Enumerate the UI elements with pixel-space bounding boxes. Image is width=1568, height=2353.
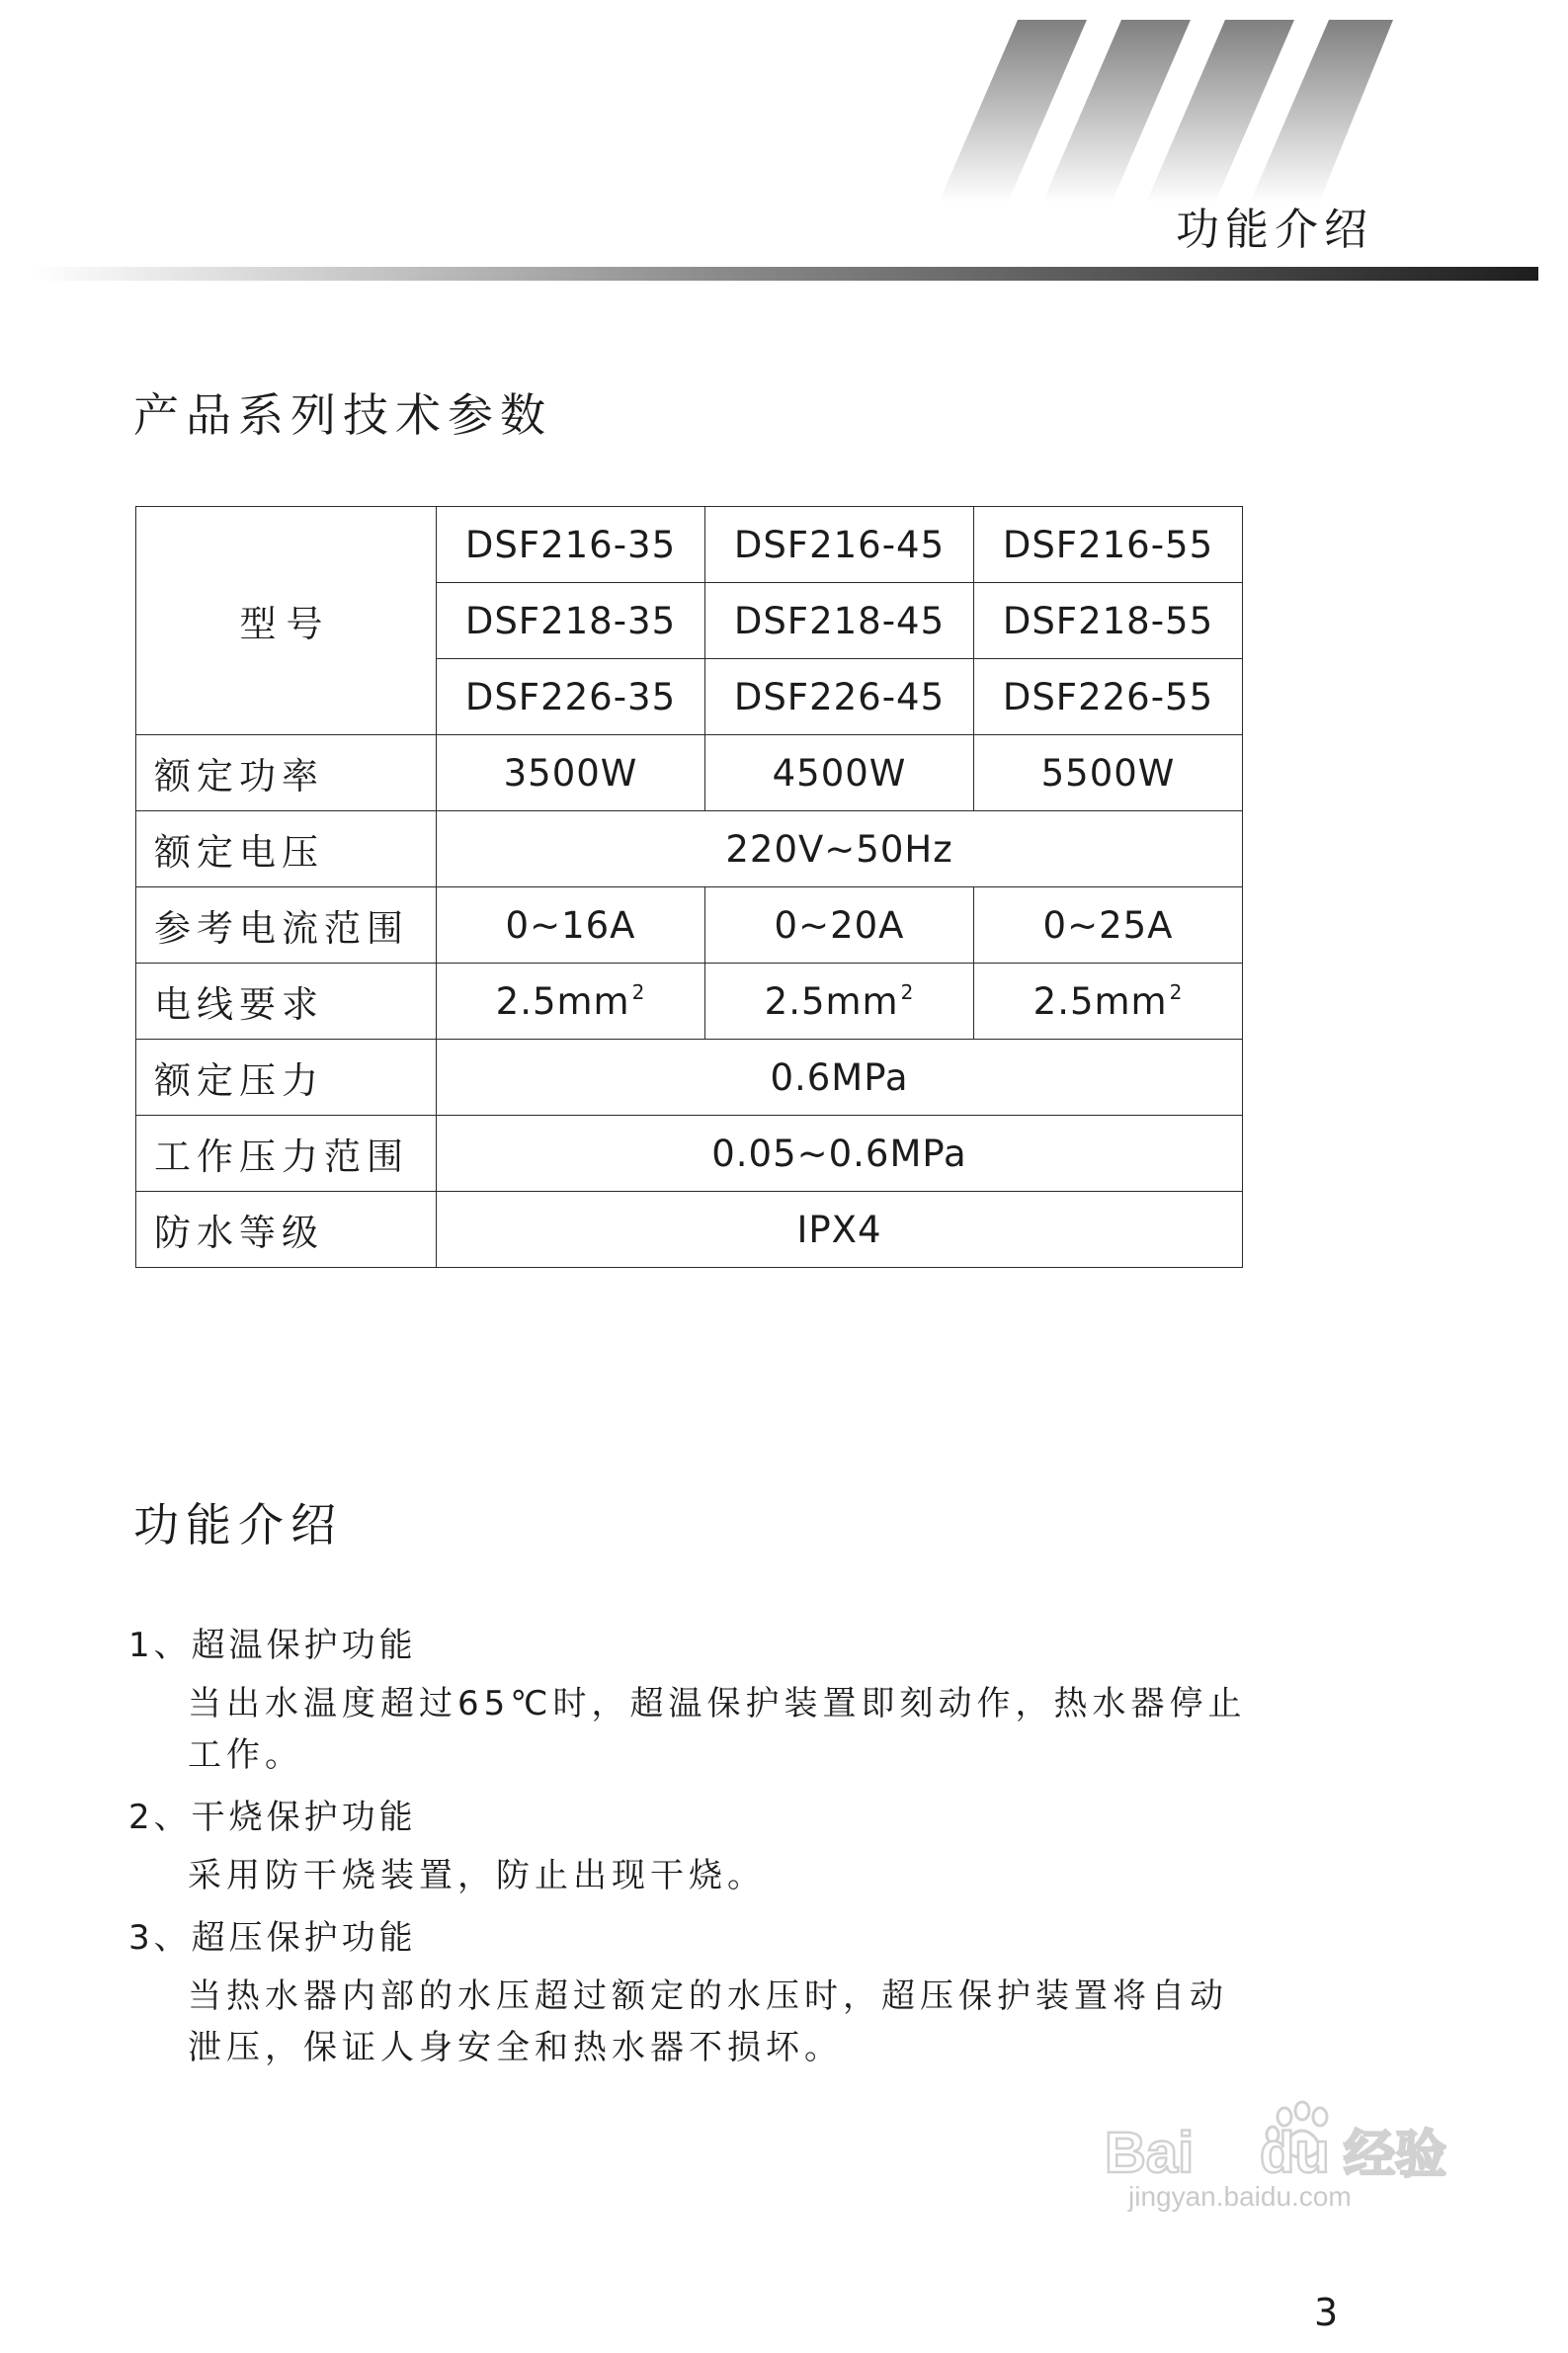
feature-title: 3、超压保护功能 [128, 1918, 417, 1958]
waterproof-value: IPX4 [437, 1192, 1243, 1268]
function-section-title: 功能介绍 [133, 1498, 343, 1552]
rated-power-value: 5500W [974, 735, 1243, 811]
baidu-jingyan-watermark [1097, 2095, 1492, 2214]
model-cell: DSF216-35 [437, 507, 705, 583]
wire-requirement-label: 电线要求 [136, 964, 437, 1040]
spec-section-title: 产品系列技术参数 [133, 388, 552, 442]
feature-description: 当热水器内部的水压超过额定的水压时，超压保护装置将自动泄压，保证人身安全和热水器不损坏。 [188, 1976, 1228, 2067]
rated-pressure-label: 额定压力 [136, 1040, 437, 1116]
model-cell: DSF226-45 [705, 659, 974, 735]
model-cell: DSF226-35 [437, 659, 705, 735]
wire-size: 2.5mm [764, 979, 899, 1023]
wire-requirement-value [705, 964, 974, 1040]
model-cell: DSF218-55 [974, 583, 1243, 659]
unit-superscript: 2 [900, 979, 915, 1004]
table-row-working-pressure [136, 1116, 1243, 1192]
model-cell: DSF226-55 [974, 659, 1243, 735]
feature-title: 1、超温保护功能 [128, 1626, 417, 1665]
wire-size: 2.5mm [495, 979, 630, 1023]
table-row-model-1 [136, 507, 1243, 583]
current-range-label: 参考电流范围 [136, 887, 437, 964]
current-range-value: 0~20A [705, 887, 974, 964]
wire-requirement-value [437, 964, 705, 1040]
model-cell: DSF218-35 [437, 583, 705, 659]
table-row-current-range [136, 887, 1243, 964]
feature-title: 2、干烧保护功能 [128, 1798, 417, 1837]
watermark-product: 经验 [1344, 2126, 1447, 2185]
table-row-wire-requirement [136, 964, 1243, 1040]
header-rule [30, 267, 1538, 281]
wire-requirement-value [974, 964, 1243, 1040]
current-range-value: 0~16A [437, 887, 705, 964]
unit-superscript: 2 [631, 979, 646, 1004]
watermark-brand: Bai [1105, 2121, 1195, 2185]
spec-table [135, 506, 1243, 1268]
working-pressure-value: 0.05~0.6MPa [437, 1116, 1243, 1192]
feature-description: 当出水温度超过65℃时，超温保护装置即刻动作，热水器停止工作。 [188, 1684, 1247, 1775]
feature-list [128, 1621, 1245, 2073]
unit-superscript: 2 [1169, 979, 1184, 1004]
model-cell: DSF216-45 [705, 507, 974, 583]
watermark-url: jingyan.baidu.com [1128, 2181, 1352, 2212]
table-row-rated-pressure [136, 1040, 1243, 1116]
table-row-rated-voltage [136, 811, 1243, 887]
header-stripes [939, 20, 1393, 203]
table-row-rated-power [136, 735, 1243, 811]
current-range-value: 0~25A [974, 887, 1243, 964]
rated-power-label: 额定功率 [136, 735, 437, 811]
model-cell: DSF218-45 [705, 583, 974, 659]
model-label: 型号 [136, 507, 437, 735]
page-number: 3 [1314, 2291, 1339, 2334]
watermark-brand-tail: du [1260, 2121, 1330, 2185]
rated-pressure-value: 0.6MPa [437, 1040, 1243, 1116]
rated-voltage-value: 220V~50Hz [437, 811, 1243, 887]
rated-power-value: 3500W [437, 735, 705, 811]
header-title: 功能介绍 [1176, 205, 1373, 255]
waterproof-label: 防水等级 [136, 1192, 437, 1268]
wire-size: 2.5mm [1032, 979, 1168, 1023]
rated-voltage-label: 额定电压 [136, 811, 437, 887]
model-cell: DSF216-55 [974, 507, 1243, 583]
rated-power-value: 4500W [705, 735, 974, 811]
working-pressure-label: 工作压力范围 [136, 1116, 437, 1192]
table-row-waterproof [136, 1192, 1243, 1268]
feature-description: 采用防干烧装置，防止出现干烧。 [188, 1856, 766, 1895]
